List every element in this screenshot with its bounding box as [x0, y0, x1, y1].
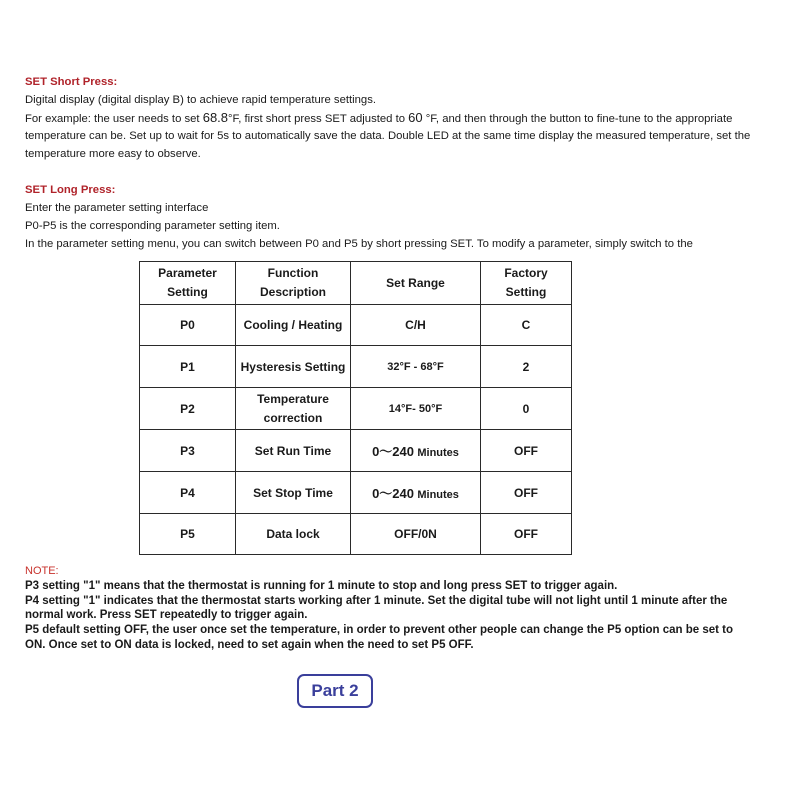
cell-function: Set Run Time	[236, 430, 351, 472]
cell-range	[351, 472, 481, 514]
part-2-badge: Part 2	[297, 674, 373, 708]
table-row-p4	[140, 472, 572, 514]
cell-function	[236, 388, 351, 430]
header-function-description	[236, 262, 351, 305]
cell-range-unit: Minutes	[417, 489, 459, 501]
header-parameter-setting	[140, 262, 236, 305]
short-press-line-2-a: For example: the user needs to set	[25, 113, 203, 125]
cell-param: P5	[140, 514, 236, 555]
cell-param: P4	[140, 472, 236, 514]
table-row-p1	[140, 346, 572, 388]
header-function-line-1: Function	[267, 266, 319, 280]
cell-function: Data lock	[236, 514, 351, 555]
cell-range-number: 0～240	[372, 486, 414, 501]
note-p3: P3 setting "1" means that the thermostat is running for 1 minute to stop and long press SET to trigger again.	[25, 580, 618, 592]
parameter-table	[139, 261, 572, 555]
notes-block	[25, 579, 770, 653]
short-press-line-2	[25, 109, 770, 128]
table-row-p5	[140, 514, 572, 555]
table-row-p3	[140, 430, 572, 472]
short-press-value-60: 60	[408, 110, 423, 125]
cell-factory: 2	[481, 346, 572, 388]
cell-function-line-1: Temperature	[257, 391, 329, 406]
short-press-line-4: temperature more easy to observe.	[25, 148, 201, 160]
long-press-line-3: In the parameter setting menu, you can switch between P0 and P5 by short pressing SET. To modify a parameter, simply switch to the	[25, 238, 693, 250]
cell-factory: C	[481, 305, 572, 346]
cell-range: OFF/0N	[351, 514, 481, 555]
header-factory-line-1: Factory	[504, 266, 548, 280]
cell-function-line-2: correction	[263, 410, 323, 425]
note-title: NOTE:	[25, 565, 59, 577]
short-press-line-2-b: °F, first short press SET adjusted to	[228, 113, 409, 125]
long-press-heading: SET Long Press:	[25, 184, 116, 196]
table-header-row	[140, 262, 572, 305]
cell-range-unit: Minutes	[417, 447, 459, 459]
header-parameter-line-2: Setting	[167, 285, 208, 299]
cell-param: P3	[140, 430, 236, 472]
header-factory-line-2: Setting	[505, 285, 547, 299]
short-press-value-68-8: 68.8	[202, 110, 229, 125]
cell-param: P1	[140, 346, 236, 388]
short-press-heading: SET Short Press:	[25, 76, 118, 88]
cell-function: Cooling / Heating	[236, 305, 351, 346]
header-parameter-line-1: Parameter	[158, 266, 217, 280]
long-press-line-2: P0-P5 is the corresponding parameter setting item.	[25, 220, 280, 232]
cell-factory: OFF	[481, 514, 572, 555]
short-press-line-2-c: °F, and then through the button to fine-tune to the appropriate	[422, 113, 733, 125]
cell-factory: OFF	[481, 430, 572, 472]
note-p4-line-1: P4 setting "1" indicates that the thermostat starts working after 1 minute. Set the digital tube will not light until 1 minute after the	[25, 594, 728, 607]
header-function-line-2: Description	[259, 285, 326, 299]
cell-range: 14°F- 50°F	[351, 388, 481, 430]
header-set-range: Set Range	[351, 262, 481, 305]
cell-range	[351, 430, 481, 472]
note-p4-line-2: normal work. Press SET repeatedly to trigger again.	[25, 609, 308, 622]
cell-factory: 0	[481, 388, 572, 430]
header-factory-setting	[481, 262, 572, 305]
short-press-line-1: Digital display (digital display B) to achieve rapid temperature settings.	[25, 94, 377, 106]
cell-function: Set Stop Time	[236, 472, 351, 514]
cell-range: C/H	[351, 305, 481, 346]
cell-param: P2	[140, 388, 236, 430]
table-row-p2	[140, 388, 572, 430]
note-p5-line-2: ON. Once set to ON data is locked, need to set again when the need to set P5 OFF.	[25, 638, 474, 651]
long-press-line-1: Enter the parameter setting interface	[25, 202, 209, 214]
cell-function: Hysteresis Setting	[236, 346, 351, 388]
short-press-line-3: temperature can be. Set up to wait for 5s to automatically save the data. Double LED at the same time display the measured temperature, set the	[25, 130, 751, 142]
table-row-p0	[140, 305, 572, 346]
cell-range-number: 0～240	[372, 444, 414, 459]
cell-factory: OFF	[481, 472, 572, 514]
cell-param: P0	[140, 305, 236, 346]
cell-range: 32°F - 68°F	[351, 346, 481, 388]
note-p5-line-1: P5 default setting OFF, the user once set the temperature, in order to prevent other people can change the P5 option can be set to	[25, 624, 734, 637]
